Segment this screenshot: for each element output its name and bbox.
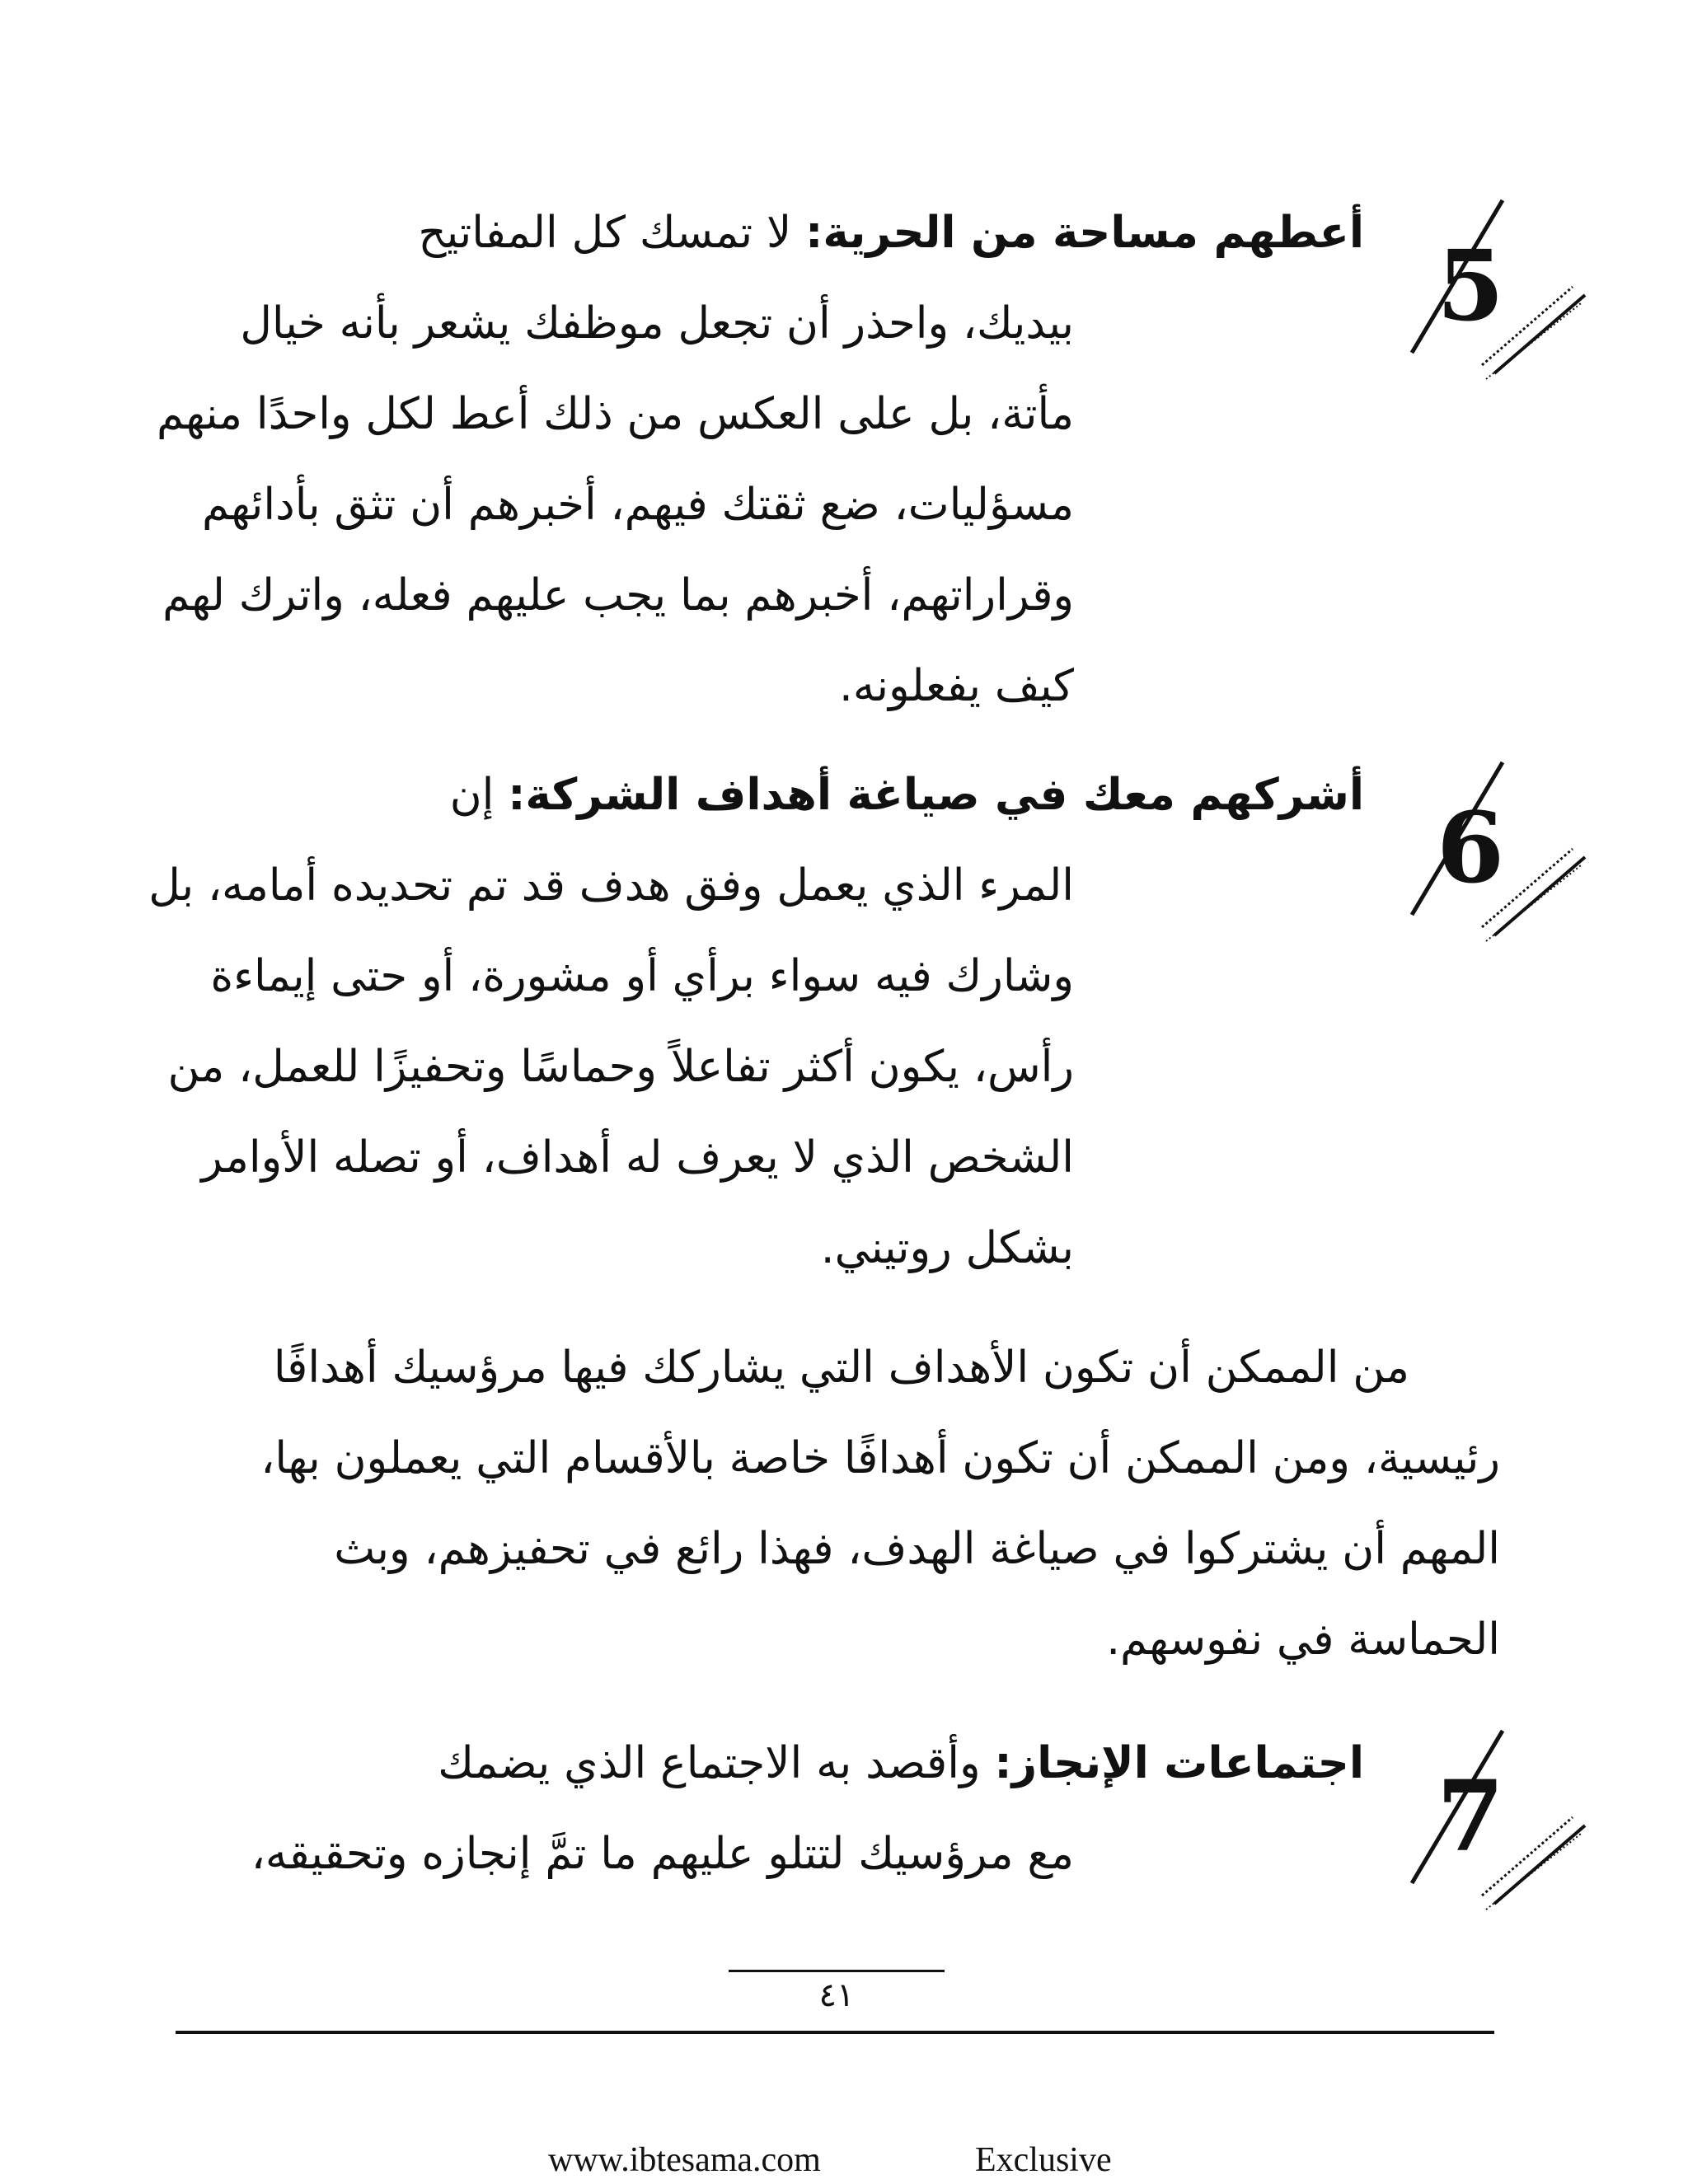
page-number-rule — [729, 1970, 945, 1972]
text-line: كيف يفعلونه. — [838, 661, 1074, 711]
item-number: 5 — [1437, 228, 1505, 343]
text-line: مع مرؤسيك لتتلو عليهم ما تمَّ إنجازه وتحقيقه، — [251, 1829, 1074, 1879]
item-first-text: إن — [449, 770, 495, 820]
text-line: المرء الذي يعمل وفق هدف قد تم تحديده أمامه، بل — [148, 860, 1074, 911]
text-line: رئيسية، ومن الممكن أن تكون أهدافًا خاصة بالأقسام التي يعملون بها، — [260, 1433, 1500, 1483]
text-line: مسؤليات، ضع ثقتك فيهم، أخبرهم أن تثق بأدائهم — [201, 480, 1074, 530]
footer-rule — [176, 2031, 1494, 2034]
number-badge-5 — [1387, 188, 1593, 394]
page-number: ٤١ — [818, 1976, 855, 2014]
item-heading: اجتماعات الإنجاز: — [994, 1738, 1364, 1788]
text-line: بشكل روتيني. — [820, 1223, 1074, 1273]
item-first-line — [134, 750, 1364, 841]
item-number: 7 — [1437, 1759, 1505, 1873]
text-line: وشارك فيه سواء برأي أو مشورة، أو حتى إيماءة — [210, 951, 1074, 1001]
item-heading: أشركهم معك في صياغة أهداف الشركة: — [508, 770, 1364, 820]
number-badge-7 — [1387, 1718, 1593, 1924]
item-heading: أعطهم مساحة من الحرية: — [805, 208, 1364, 258]
footer-tag: Exclusive — [975, 2141, 1112, 2179]
tip-item-7 — [126, 1718, 1593, 1933]
item-first-text: وأقصد به الاجتماع الذي يضمك — [438, 1738, 981, 1788]
body-paragraph — [194, 1323, 1500, 1685]
number-badge-6 — [1387, 750, 1593, 956]
item-body — [134, 279, 1074, 732]
tip-item-5 — [126, 188, 1593, 748]
slash-number-icon — [1387, 188, 1593, 394]
item-first-line — [134, 1718, 1364, 1809]
text-line: من الممكن أن تكون الأهداف التي يشاركك فيها مرؤسيك أهدافًا — [273, 1343, 1409, 1393]
text-line: رأس، يكون أكثر تفاعلاً وحماسًا وتحفيزًا للعمل، من — [167, 1042, 1074, 1092]
footer-website: www.ibtesama.com — [548, 2141, 821, 2179]
slash-number-icon — [1387, 750, 1593, 956]
item-first-text: لا تمسك كل المفاتيح — [418, 208, 792, 258]
slash-number-icon — [1387, 1718, 1593, 1924]
text-line: المهم أن يشتركوا في صياغة الهدف، فهذا رائع في تحفيزهم، وبث — [334, 1524, 1500, 1574]
item-body — [134, 1809, 1074, 1900]
text-line: مأتة، بل على العكس من ذلك أعط لكل واحدًا منهم — [156, 389, 1074, 439]
text-line: وقراراتهم، أخبرهم بما يجب عليهم فعله، واترك لهم — [162, 570, 1074, 621]
text-line: بيديك، واحذر أن تجعل موظفك يشعر بأنه خيال — [240, 298, 1074, 349]
text-line: الحماسة في نفوسهم. — [1106, 1615, 1500, 1665]
tip-item-6 — [126, 750, 1593, 1310]
item-first-line — [134, 188, 1364, 279]
item-body — [134, 841, 1074, 1294]
item-number: 6 — [1437, 790, 1505, 905]
text-line: الشخص الذي لا يعرف له أهداف، أو تصله الأوامر — [201, 1132, 1074, 1183]
